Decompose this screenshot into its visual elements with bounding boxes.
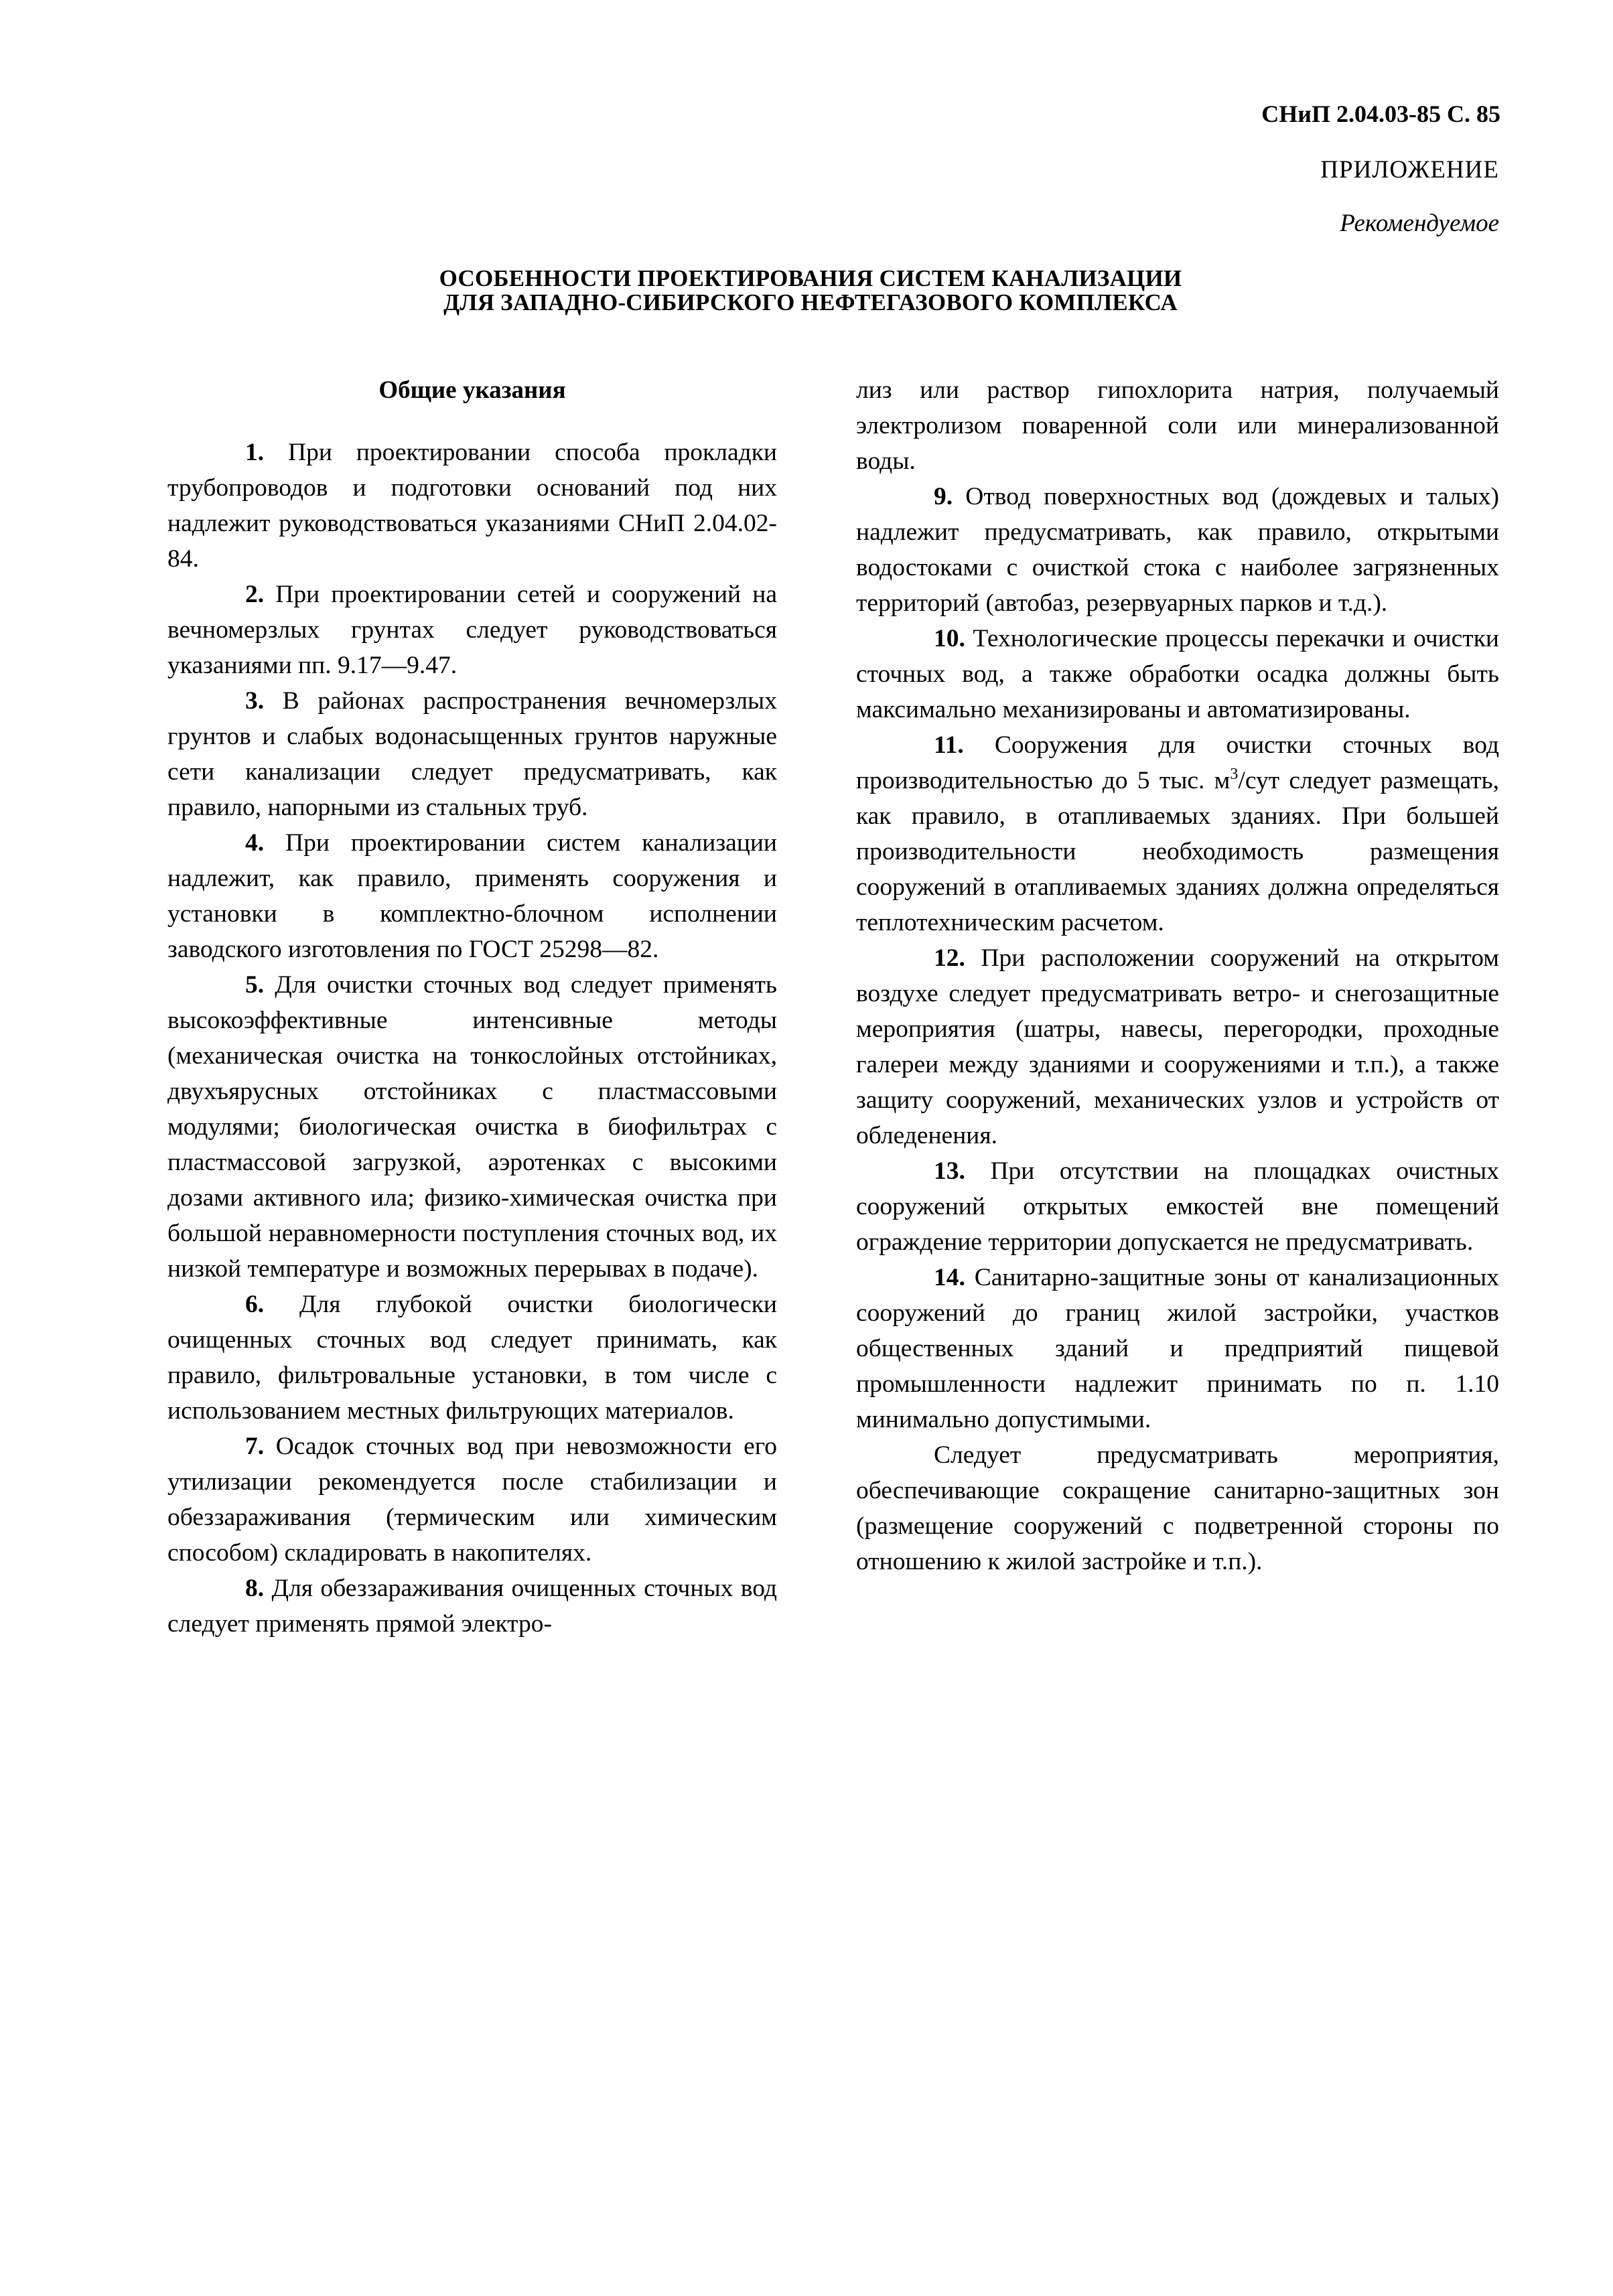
paragraph-text: В районах распространения вечномерзлых грунтов и слабых водонасыщенных грунтов наружные сети канализации следует предусматривать, как правило, напорными из стальных труб. <box>167 687 777 821</box>
paragraph-text: Отвод поверхностных вод (дождевых и талых) надлежит предусматривать, как правило, открытыми водостоками с очисткой стока с наиболее загрязненных территорий (автобаз, резервуарных парков и т.д.). <box>856 483 1499 617</box>
paragraph-number: 1. <box>245 439 265 466</box>
paragraph-number: 14. <box>934 1264 965 1291</box>
paragraph-3 <box>167 683 777 825</box>
paragraph-text: При проектировании способа прокладки трубопроводов и подготовки оснований под них надлежит руководствоваться указаниями СНиП 2.04.02-84. <box>167 439 777 573</box>
paragraph-number: 6. <box>245 1291 265 1318</box>
paragraph-number: 7. <box>245 1433 265 1460</box>
superscript: 3 <box>1230 766 1239 783</box>
paragraph-14-note <box>856 1437 1499 1579</box>
paragraph-text: Для глубокой очистки биологически очищенных сточных вод следует принимать, как правило, фильтровальные установки, в том числе с использованием местных фильтрующих материалов. <box>167 1291 777 1425</box>
paragraph-text: При проектировании сетей и сооружений на вечномерзлых грунтах следует руководствоваться указаниями пп. 9.17—9.47. <box>167 581 777 679</box>
paragraph-number: 10. <box>934 625 965 652</box>
paragraph-13 <box>856 1153 1499 1260</box>
paragraph-10 <box>856 621 1499 727</box>
paragraph-text: Технологические процессы перекачки и очистки сточных вод, а также обработки осадка должны быть максимально механизированы и автоматизированы. <box>856 625 1499 723</box>
paragraph-number: 2. <box>245 581 265 608</box>
page-header-reference: СНиП 2.04.03-85 С. 85 <box>1261 100 1500 127</box>
paragraph-1 <box>167 435 777 577</box>
paragraph-7 <box>167 1429 777 1571</box>
paragraph-12 <box>856 940 1499 1153</box>
left-column <box>167 372 777 1642</box>
paragraph-text: Для обеззараживания очищенных сточных вод следует применять прямой электро- <box>167 1575 777 1638</box>
paragraph-text: Для очистки сточных вод следует применять высокоэффективные интенсивные методы (механическая очистка на тонкослойных отстойниках, двухъярусных отстойниках с пластмассовыми модулями; биологическая очистка в биофильтрах с пластмассовой загрузкой, аэротенках с высокими дозами активного ила; физико-химическая очистка при большой неравномерности поступления сточных вод, их низкой температуре и возможных перерывах в подаче). <box>167 971 777 1283</box>
paragraph-number: 13. <box>934 1157 965 1185</box>
paragraph-text: Осадок сточных вод при невозможности его утилизации рекомендуется после стабилизации и обеззараживания (термическим или химическим способом) складировать в накопителях. <box>167 1433 777 1567</box>
paragraph-number: 12. <box>934 944 965 972</box>
paragraph-6 <box>167 1287 777 1429</box>
paragraph-11 <box>856 727 1499 940</box>
paragraph-text: При отсутствии на площадках очистных сооружений открытых емкостей вне помещений ограждение территории допускается не предусматривать. <box>856 1157 1499 1256</box>
paragraph-4 <box>167 825 777 967</box>
paragraph-number: 9. <box>934 483 953 510</box>
paragraph-text: При проектировании систем канализации надлежит, как правило, применять сооружения и установки в комплектно-блочном исполнении заводского изготовления по ГОСТ 25298—82. <box>167 829 777 963</box>
paragraph-8 <box>167 1571 777 1642</box>
paragraph-2 <box>167 577 777 683</box>
paragraph-9 <box>856 479 1499 621</box>
paragraph-5 <box>167 967 777 1287</box>
paragraph-14 <box>856 1260 1499 1437</box>
section-heading: Общие указания <box>378 376 566 404</box>
paragraph-number: 4. <box>245 829 265 857</box>
appendix-status: Рекомендуемое <box>1340 210 1499 237</box>
paragraph-number: 11. <box>934 731 964 759</box>
paragraph-number: 5. <box>245 971 265 999</box>
paragraph-text: Сооружения для очистки сточных вод производительностью до 5 тыс. м <box>856 731 1499 794</box>
document-title-line-1: ОСОБЕННОСТИ ПРОЕКТИРОВАНИЯ СИСТЕМ КАНАЛИЗАЦИИ <box>439 265 1182 291</box>
document-title <box>281 267 1340 315</box>
right-column <box>856 372 1499 1579</box>
paragraph-text: /сут следует размещать, как правило, в отапливаемых зданиях. При большей производительности необходимость размещения сооружений в отапливаемых зданиях должна определяться теплотехническим расчетом. <box>856 767 1499 936</box>
paragraph-text: При расположении сооружений на открытом воздухе следует предусматривать ветро- и снегозащитные мероприятия (шатры, навесы, перегородки, проходные галереи между зданиями и сооружениями и т.п.), а также защиту сооружений, механических узлов и устройств от обледенения. <box>856 944 1499 1149</box>
paragraph-text: Санитарно-защитные зоны от канализационных сооружений до границ жилой застройки, участков общественных зданий и предприятий пищевой промышленности надлежит принимать по п. 1.10 минимально допустимыми. <box>856 1264 1499 1433</box>
paragraph-text: Следует предусматривать мероприятия, обеспечивающие сокращение санитарно-защитных зон (размещение сооружений с подветренной стороны по отношению к жилой застройке и т.п.). <box>856 1441 1499 1575</box>
paragraph-number: 8. <box>245 1575 265 1602</box>
appendix-label: ПРИЛОЖЕНИЕ <box>1320 156 1499 184</box>
paragraph-8-continued <box>856 372 1499 479</box>
paragraph-text: лиз или раствор гипохлорита натрия, получаемый электролизом поваренной соли или минерализованной воды. <box>856 376 1499 475</box>
document-title-line-2: ДЛЯ ЗАПАДНО-СИБИРСКОГО НЕФТЕГАЗОВОГО КОМПЛЕКСА <box>443 289 1178 315</box>
paragraph-number: 3. <box>245 687 265 715</box>
